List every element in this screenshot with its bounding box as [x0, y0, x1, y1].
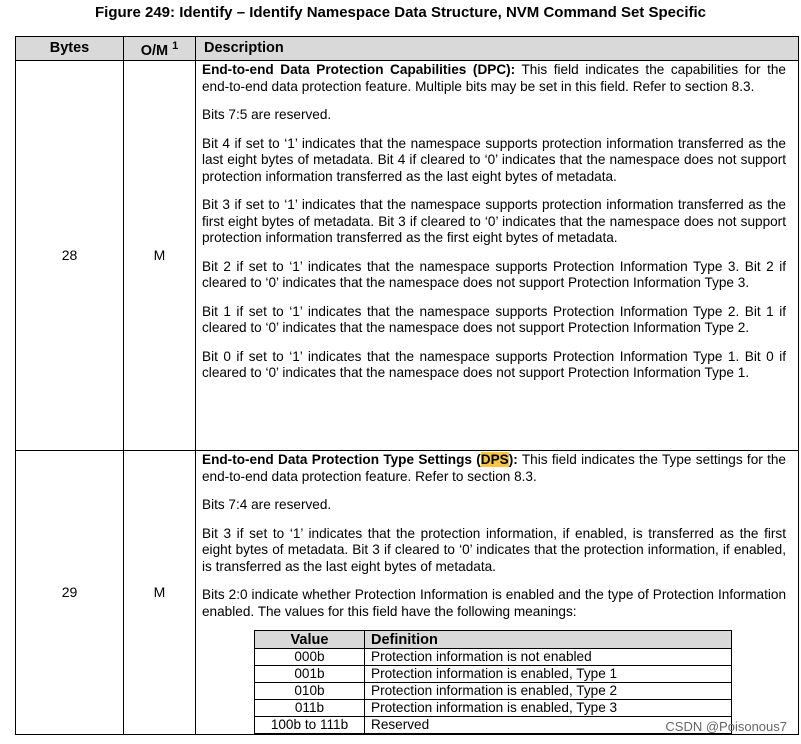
table-row	[255, 683, 732, 700]
row28-om: M	[124, 61, 196, 451]
dps-title-pre: End-to-end Data Protection Type Settings (	[202, 452, 481, 467]
dps-bit3: Bit 3 if set to ‘1’ indicates that the protection information, if enabled, is transferred as the first eight bytes of metadata. Bit 3 if cleared to ‘0’ indicates that the protection information, if enabled, is transferred as the last eight bytes of metadata.	[202, 525, 786, 574]
dpc-bit4: Bit 4 if set to ‘1’ indicates that the namespace supports protection information transferred as the last eight bytes of metadata. Bit 4 if cleared to ‘0’ indicates that the namespace does not support protection information transferred as the last eight bytes of metadata.	[202, 135, 786, 184]
dps-title-post: ):	[508, 452, 518, 467]
data-structure-table	[15, 36, 799, 735]
pi-value: 000b	[255, 649, 365, 666]
dpc-bit1: Bit 1 if set to ‘1’ indicates that the namespace supports Protection Information Type 2. Bit 1 if cleared to ‘0’ indicates that the namespace does not support Protection Information Type 2.	[202, 303, 786, 335]
row29-bytes: 29	[16, 451, 124, 735]
table-row	[255, 666, 732, 683]
pi-definition: Protection information is not enabled	[365, 649, 732, 666]
dpc-intro-text: This field indicates the capabilities for the end-to-end data protection feature. Multiple bits may be set in this field. Refer to section 8.3.	[202, 62, 786, 94]
watermark: CSDN @Poisonous7	[665, 719, 787, 734]
table-row	[255, 717, 732, 734]
dps-bits-reserved: Bits 7:4 are reserved.	[202, 497, 332, 512]
header-om-label: O/M	[140, 42, 169, 59]
dps-bits2-0: Bits 2:0 indicate whether Protection Information is enabled and the type of Protection Information enabled. The values for this field have the following meanings:	[202, 587, 786, 619]
pi-definition: Reserved	[365, 717, 732, 734]
table-row	[255, 700, 732, 717]
pi-header-definition: Definition	[365, 631, 732, 649]
pi-definition: Protection information is enabled, Type 3	[365, 700, 732, 717]
row28-description	[196, 61, 799, 451]
dps-intro-paragraph	[202, 452, 786, 485]
dps-highlight: DPS	[480, 452, 509, 467]
pi-value: 001b	[255, 666, 365, 683]
pi-value: 010b	[255, 683, 365, 700]
table-row	[255, 649, 732, 666]
pi-value: 011b	[255, 700, 365, 717]
pi-values-table	[254, 630, 732, 734]
pi-value: 100b to 111b	[255, 717, 365, 734]
header-bytes: Bytes	[16, 37, 124, 61]
dpc-bits-reserved: Bits 7:5 are reserved.	[202, 107, 332, 122]
pi-definition: Protection information is enabled, Type 2	[365, 683, 732, 700]
row28-bytes: 28	[16, 61, 124, 451]
dpc-field-title: End-to-end Data Protection Capabilities (DPC):	[202, 62, 516, 77]
pi-header-value: Value	[255, 631, 365, 649]
table-row	[16, 451, 799, 735]
header-om-footnote: 1	[172, 39, 179, 52]
dpc-intro-paragraph	[202, 62, 786, 95]
row29-om: M	[124, 451, 196, 735]
dpc-bit0: Bit 0 if set to ‘1’ indicates that the namespace supports Protection Information Type 1. Bit 0 if cleared to ‘0’ indicates that the namespace does not support Protection Information Type 1.	[202, 348, 786, 380]
pi-definition: Protection information is enabled, Type 1	[365, 666, 732, 683]
header-om	[124, 37, 196, 61]
row29-description	[196, 451, 799, 735]
table-header-row	[16, 37, 799, 61]
figure-title: Figure 249: Identify – Identify Namespace Data Structure, NVM Command Set Specific	[95, 4, 706, 21]
dps-field-title	[202, 452, 518, 467]
header-description: Description	[196, 37, 799, 61]
dpc-bit2: Bit 2 if set to ‘1’ indicates that the namespace supports Protection Information Type 3. Bit 2 if cleared to ‘0’ indicates that the namespace does not support Protection Information Type 3.	[202, 258, 786, 290]
table-row	[16, 61, 799, 451]
dpc-bit3: Bit 3 if set to ‘1’ indicates that the namespace supports protection information transferred as the first eight bytes of metadata. Bit 3 if cleared to ‘0’ indicates that the namespace does not support protection information transferred as the first eight bytes of metadata.	[202, 197, 786, 245]
pi-values-header	[255, 631, 732, 649]
dps-intro-text: This field indicates the Type settings for the end-to-end data protection feature. Refer to section 8.3.	[202, 452, 786, 484]
